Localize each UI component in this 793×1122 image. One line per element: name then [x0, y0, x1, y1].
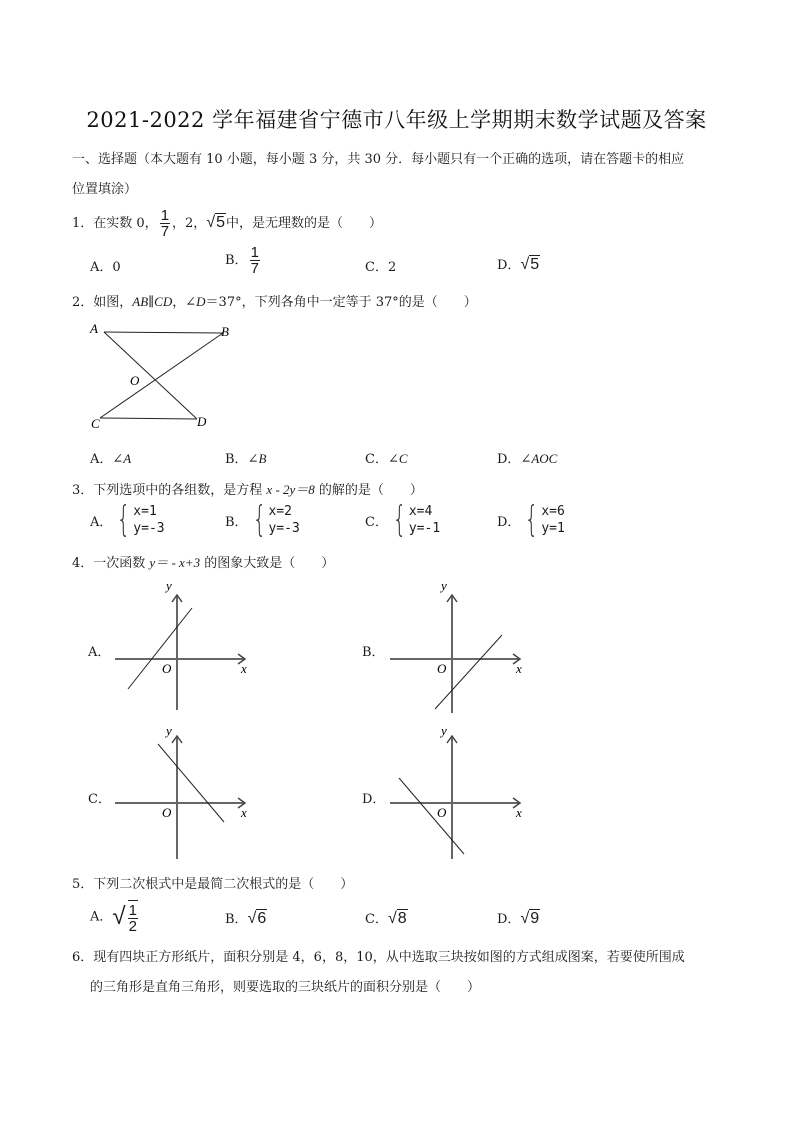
- section-heading-cont: 位置填涂）: [72, 182, 138, 197]
- q2-option-b[interactable]: [225, 448, 266, 467]
- option-label: C．: [365, 452, 388, 467]
- y-value: y=1: [541, 521, 565, 536]
- question-number: 6．: [72, 950, 94, 965]
- q5-option-b[interactable]: [225, 908, 267, 928]
- question-number: 4．: [72, 556, 94, 571]
- fraction: [250, 245, 260, 276]
- radicand: 5: [530, 256, 540, 273]
- square-root: √6: [247, 910, 267, 927]
- q4-option-c-label[interactable]: C．: [88, 792, 111, 807]
- label-b: B: [221, 324, 229, 339]
- numerator: 1: [160, 207, 170, 224]
- question-number: 3．: [72, 483, 94, 498]
- brace-icon: {: [252, 499, 266, 540]
- denominator: 7: [160, 223, 170, 240]
- math-text: D: [196, 294, 206, 309]
- question-4-stem: [72, 552, 334, 571]
- q1-option-a[interactable]: [90, 256, 121, 275]
- brace-icon: {: [116, 499, 131, 540]
- origin-label: O: [162, 661, 172, 676]
- equation-system: [225, 499, 300, 540]
- q3-option-a[interactable]: [90, 499, 165, 540]
- brace-icon: {: [392, 499, 407, 540]
- stem-text: 的图象大致是（ ）: [200, 556, 335, 571]
- stem-text: ＝37°，下列各角中一定等于 37°的是（ ）: [205, 295, 477, 310]
- option-label: D．: [497, 912, 521, 927]
- option-value: 0: [112, 260, 121, 275]
- y-value: y=-3: [268, 521, 300, 536]
- option-label: B．: [225, 452, 248, 467]
- stem-text: 一次函数: [93, 556, 150, 571]
- q3-option-c[interactable]: [365, 499, 441, 540]
- option-label: B．: [225, 253, 248, 268]
- stem-text: 下列二次根式中是最简二次根式的是（ ）: [93, 877, 354, 892]
- q1-option-c[interactable]: [365, 256, 396, 275]
- y-axis-label: y: [166, 723, 172, 738]
- section-heading: 一、选择题（本大题有 10 小题，每小题 3 分，共 30 分．每小题只有一个正确的选项，请在答题卡的相应: [72, 152, 685, 167]
- option-value: ∠C: [387, 451, 408, 466]
- square-root: √: [112, 903, 126, 930]
- question-6-stem-cont: 的三角形是直角三角形，则要选取的三块纸片的面积分别是（ ）: [90, 980, 481, 995]
- math-text: AB∥CD: [132, 294, 173, 309]
- stem-text: 在实数 0，: [93, 216, 158, 231]
- q5-option-c[interactable]: [365, 908, 408, 928]
- page-title: 2021-2022 学年福建省宁德市八年级上学期期末数学试题及答案: [86, 108, 707, 132]
- stem-text: ，∠: [172, 295, 197, 310]
- option-value: 2: [387, 260, 397, 275]
- question-number: 5．: [72, 877, 94, 892]
- option-label: D．: [497, 258, 521, 273]
- option-label: C．: [365, 514, 388, 530]
- y-axis-label: y: [441, 723, 447, 738]
- option-label: B．: [225, 514, 248, 530]
- option-label: B．: [225, 912, 248, 927]
- equation-system: [365, 499, 441, 540]
- stem-text: ，2，: [172, 216, 207, 231]
- option-value: ∠AOC: [520, 451, 558, 466]
- q4-graph-a[interactable]: [110, 575, 260, 715]
- q4-option-a-label[interactable]: A．: [88, 645, 111, 660]
- option-label: D．: [497, 452, 521, 467]
- stem-text: 下列选项中的各组数，是方程: [93, 483, 267, 498]
- x-value: x=6: [541, 504, 565, 519]
- denominator: 7: [250, 260, 259, 277]
- square-root: √9: [520, 910, 540, 927]
- q2-option-d[interactable]: [497, 448, 557, 467]
- math-text: y＝ - x+3: [149, 555, 201, 570]
- x-value: x=1: [133, 504, 157, 519]
- x-value: x=2: [268, 504, 292, 519]
- stem-text: 的解的是（ ）: [314, 483, 423, 498]
- option-label: A．: [90, 260, 113, 275]
- x-axis-label: x: [241, 661, 247, 676]
- option-label: C．: [365, 912, 388, 927]
- equation-system: [90, 499, 165, 540]
- stem-text: 中，是无理数的是（ ）: [226, 216, 383, 231]
- math-text: x - 2y＝8: [266, 482, 315, 497]
- origin-label: O: [162, 805, 172, 820]
- denominator: 2: [128, 918, 137, 935]
- x-axis-label: x: [516, 805, 522, 820]
- q1-option-b[interactable]: [225, 245, 262, 276]
- stem-text: 现有四块正方形纸片，面积分别是 4，6，8，10，从中选取三块按如图的方式组成图案，若要使所围成: [93, 950, 685, 965]
- numerator: 1: [250, 244, 259, 261]
- q4-option-d-label[interactable]: D．: [362, 792, 386, 807]
- question-3-stem: [72, 479, 423, 498]
- option-label: C．: [365, 260, 388, 275]
- x-axis-label: x: [241, 805, 247, 820]
- label-a: A: [90, 321, 98, 336]
- question-number: 2．: [72, 295, 94, 310]
- q2-option-a[interactable]: [90, 448, 131, 467]
- option-value: ∠B: [247, 451, 267, 466]
- y-value: y=-1: [408, 521, 441, 536]
- option-label: A．: [90, 514, 113, 530]
- q1-option-d[interactable]: [497, 254, 540, 274]
- square-root: √5: [206, 214, 225, 231]
- question-6-stem: [72, 946, 685, 965]
- x-axis-label: x: [516, 661, 522, 676]
- label-d: D: [197, 414, 207, 429]
- radicand: 9: [530, 910, 540, 927]
- y-axis-label: y: [166, 578, 172, 593]
- parallel-lines-figure: [85, 320, 245, 435]
- brace-icon: {: [525, 499, 539, 540]
- radicand: 5: [216, 214, 225, 231]
- q4-graph-d[interactable]: [385, 722, 535, 862]
- option-label: D．: [497, 514, 521, 530]
- y-axis-label: y: [441, 578, 447, 593]
- q4-graph-c[interactable]: [110, 722, 260, 862]
- radicand: 6: [257, 910, 267, 927]
- label-o: O: [130, 373, 140, 388]
- radicand: 8: [397, 910, 407, 927]
- question-1-stem: [72, 208, 382, 239]
- fraction: [160, 208, 170, 239]
- stem-text: 如图，: [93, 295, 133, 310]
- q2-option-c[interactable]: [365, 448, 408, 467]
- fraction: [128, 900, 138, 934]
- square-root: √8: [387, 910, 407, 927]
- option-label: A．: [90, 909, 113, 925]
- q5-option-a[interactable]: [90, 900, 140, 934]
- y-value: y=-3: [133, 521, 165, 536]
- q5-option-d[interactable]: [497, 908, 540, 928]
- option-label: A．: [90, 452, 113, 467]
- equation-system: [497, 499, 565, 540]
- option-value: ∠A: [112, 451, 132, 466]
- q4-option-b-label[interactable]: B．: [362, 645, 385, 660]
- square-root: √5: [520, 256, 540, 273]
- q4-graph-b[interactable]: [385, 575, 535, 715]
- numerator: 1: [128, 902, 137, 919]
- question-5-stem: [72, 873, 353, 892]
- q3-option-b[interactable]: [225, 499, 300, 540]
- origin-label: O: [437, 805, 447, 820]
- question-number: 1．: [72, 216, 94, 231]
- q3-option-d[interactable]: [497, 499, 565, 540]
- origin-label: O: [437, 661, 447, 676]
- label-c: C: [91, 416, 100, 431]
- x-value: x=4: [408, 504, 433, 519]
- question-2-stem: [72, 291, 477, 310]
